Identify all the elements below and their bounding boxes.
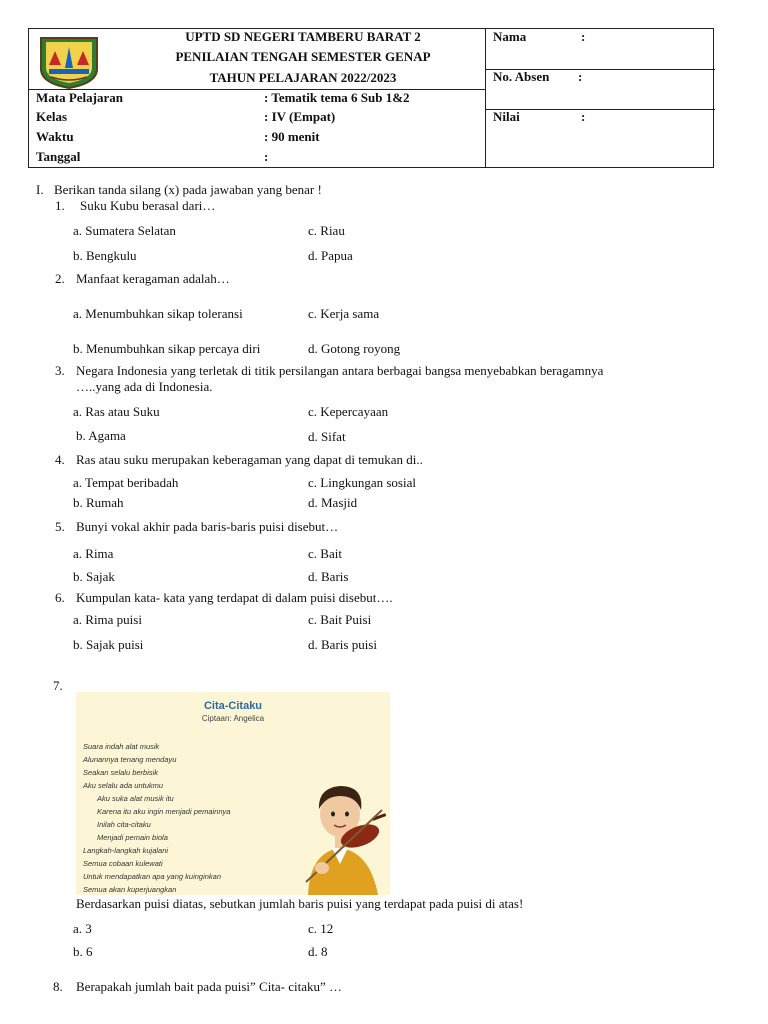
answer-option[interactable]: a. Sumatera Selatan (73, 223, 176, 238)
question-text: Ras atau suku merupakan keberagaman yang dapat di temukan di.. (76, 452, 423, 467)
section-number: I. (36, 182, 44, 197)
poem-title: Cita-Citaku (203, 700, 263, 712)
question-number: 3. (55, 363, 65, 378)
time-value: : 90 menit (264, 129, 320, 144)
poem-line: Aku selalu ada untukmu (83, 781, 164, 790)
answer-option[interactable]: d. 8 (308, 944, 328, 959)
poem-line: Karena itu aku ingin menjadi pemainnya (97, 807, 231, 816)
question-text: Berapakah jumlah bait pada puisi” Cita- citaku” … (76, 979, 343, 994)
question-text: Kumpulan kata- kata yang terdapat di dalam puisi disebut…. (76, 590, 393, 605)
poem-illustration (76, 692, 390, 895)
date-value: : (264, 149, 269, 164)
answer-option[interactable]: c. Lingkungan sosial (308, 475, 416, 490)
question-text: Suku Kubu berasal dari… (80, 198, 216, 213)
academic-year: TAHUN PELAJARAN 2022/2023 (209, 70, 397, 85)
answer-option[interactable]: d. Sifat (308, 429, 346, 444)
answer-option[interactable]: c. Riau (308, 223, 345, 238)
answer-option[interactable]: b. Agama (76, 428, 126, 443)
question-number: 5. (55, 519, 65, 534)
poem-line: Seakan selalu berbisik (83, 768, 159, 777)
poem-line: Semua akan kuperjuangkan (83, 885, 177, 894)
absen-colon: : (578, 69, 583, 84)
poem-line: Inilah cita-citaku (97, 820, 151, 829)
question-number: 6. (55, 590, 65, 605)
poem-line: Suara indah alat musik (83, 742, 160, 751)
answer-option[interactable]: c. Kepercayaan (308, 404, 389, 419)
question-text-continued: …..yang ada di Indonesia. (76, 379, 213, 394)
absen-label: No. Absen (493, 69, 550, 84)
school-name: UPTD SD NEGERI TAMBERU BARAT 2 (185, 29, 421, 44)
answer-option[interactable]: c. Bait Puisi (308, 612, 372, 627)
question-text: Negara Indonesia yang terletak di titik persilangan antara berbagai bangsa menyebabkan beragamnya (76, 363, 604, 378)
answer-option[interactable]: c. 12 (308, 921, 334, 936)
poem-line: Untuk mendapatkan apa yang kuinginkan (83, 872, 222, 881)
section-instruction: Berikan tanda silang (x) pada jawaban yang benar ! (54, 182, 322, 197)
question-text: Berdasarkan puisi diatas, sebutkan jumlah baris puisi yang terdapat pada puisi di atas! (76, 896, 524, 911)
answer-option[interactable]: d. Papua (308, 248, 353, 263)
answer-option[interactable]: d. Baris puisi (308, 637, 377, 652)
question-number: 2. (55, 271, 65, 286)
answer-option[interactable]: d. Masjid (308, 495, 358, 510)
poem-line: Alunannya tenang mendayu (83, 755, 177, 764)
date-label: Tanggal (36, 149, 81, 164)
score-label: Nilai (493, 109, 520, 124)
score-colon: : (581, 109, 586, 124)
time-label: Waktu (36, 129, 74, 144)
name-label: Nama (493, 29, 527, 44)
poem-line: Langkah-langkah kujalani (83, 846, 169, 855)
header-table (28, 28, 714, 168)
subject-label: Mata Pelajaran (36, 90, 124, 105)
answer-option[interactable]: a. Tempat beribadah (73, 475, 179, 490)
answer-option[interactable]: d. Baris (308, 569, 349, 584)
answer-option[interactable]: a. Menumbuhkan sikap toleransi (73, 306, 243, 321)
exam-title: PENILAIAN TENGAH SEMESTER GENAP (175, 49, 431, 64)
answer-option[interactable]: c. Kerja sama (308, 306, 380, 321)
answer-option[interactable]: b. Bengkulu (73, 248, 137, 263)
answer-option[interactable]: a. Ras atau Suku (73, 404, 160, 419)
name-colon: : (581, 29, 586, 44)
answer-option[interactable]: a. Rima puisi (73, 612, 142, 627)
question-number: 7. (53, 678, 63, 693)
question-number: 8. (53, 979, 63, 994)
answer-option[interactable]: b. Menumbuhkan sikap percaya diri (73, 341, 261, 356)
answer-option[interactable]: b. 6 (73, 944, 93, 959)
question-number: 4. (55, 452, 65, 467)
violinist-illustration (298, 764, 388, 895)
answer-option[interactable]: c. Bait (308, 546, 342, 561)
question-text: Manfaat keragaman adalah… (76, 271, 230, 286)
answer-option[interactable]: b. Sajak (73, 569, 115, 584)
question-text: Bunyi vokal akhir pada baris-baris puisi disebut… (76, 519, 339, 534)
subject-value: : Tematik tema 6 Sub 1&2 (264, 90, 410, 105)
poem-line: Menjadi pemain biola (97, 833, 168, 842)
answer-option[interactable]: d. Gotong royong (308, 341, 401, 356)
answer-option[interactable]: b. Rumah (73, 495, 124, 510)
school-logo-emblem (37, 35, 101, 89)
answer-option[interactable]: a. 3 (73, 921, 92, 936)
poem-line: Aku suka alat musik itu (97, 794, 174, 803)
answer-option[interactable]: a. Rima (73, 546, 114, 561)
poem-line: Semua cobaan kulewati (83, 859, 163, 868)
question-number: 1. (55, 198, 65, 213)
poem-author: Ciptaan: Angelica (201, 714, 265, 723)
class-label: Kelas (36, 109, 68, 124)
answer-option[interactable]: b. Sajak puisi (73, 637, 144, 652)
class-value: : IV (Empat) (264, 109, 336, 124)
